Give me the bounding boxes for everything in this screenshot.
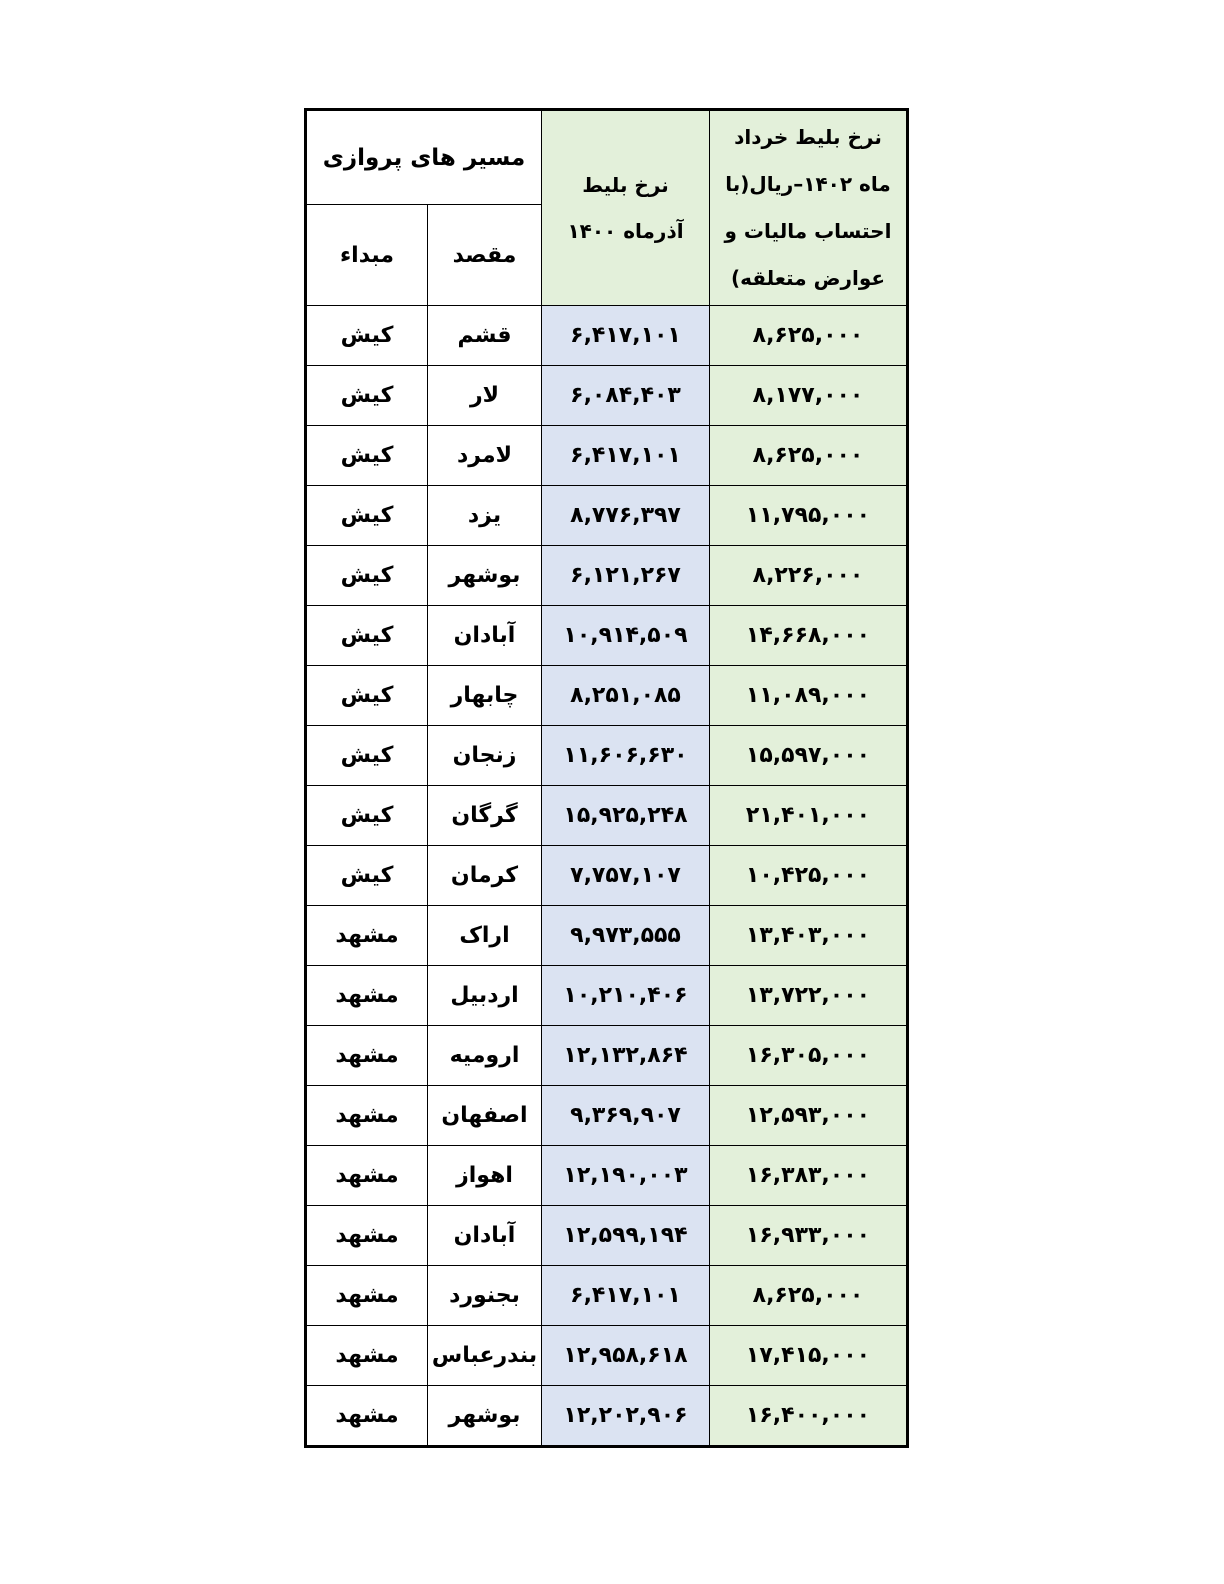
table-row <box>306 666 908 726</box>
new-price-cell: ۸,۲۲۶,۰۰۰ <box>710 546 908 606</box>
destination-cell: یزد <box>428 486 542 546</box>
table-row <box>306 966 908 1026</box>
table-row <box>306 1146 908 1206</box>
old-price-cell: ۹,۳۶۹,۹۰۷ <box>542 1086 710 1146</box>
old-price-cell: ۶,۴۱۷,۱۰۱ <box>542 306 710 366</box>
origin-cell: کیش <box>306 366 428 426</box>
header-row-top <box>306 110 908 205</box>
table-row <box>306 486 908 546</box>
origin-cell: مشهد <box>306 1326 428 1386</box>
new-price-cell: ۱۶,۳۰۵,۰۰۰ <box>710 1026 908 1086</box>
old-price-cell: ۱۲,۹۵۸,۶۱۸ <box>542 1326 710 1386</box>
flight-fare-table <box>304 108 909 1448</box>
destination-cell: بوشهر <box>428 546 542 606</box>
destination-header: مقصد <box>428 205 542 306</box>
table-row <box>306 546 908 606</box>
old-price-cell: ۱۲,۱۹۰,۰۰۳ <box>542 1146 710 1206</box>
destination-cell: لار <box>428 366 542 426</box>
table-row <box>306 366 908 426</box>
old-price-cell: ۱۲,۲۰۲,۹۰۶ <box>542 1386 710 1447</box>
table-row <box>306 606 908 666</box>
destination-cell: قشم <box>428 306 542 366</box>
origin-header: مبداء <box>306 205 428 306</box>
new-price-cell: ۱۶,۹۳۳,۰۰۰ <box>710 1206 908 1266</box>
old-price-cell: ۷,۷۵۷,۱۰۷ <box>542 846 710 906</box>
origin-cell: مشهد <box>306 1386 428 1447</box>
table-row <box>306 1086 908 1146</box>
table-row <box>306 426 908 486</box>
origin-cell: کیش <box>306 726 428 786</box>
table-row <box>306 1386 908 1447</box>
origin-cell: مشهد <box>306 1206 428 1266</box>
destination-cell: بندرعباس <box>428 1326 542 1386</box>
table-row <box>306 1026 908 1086</box>
old-price-cell: ۹,۹۷۳,۵۵۵ <box>542 906 710 966</box>
new-price-cell: ۸,۶۲۵,۰۰۰ <box>710 1266 908 1326</box>
table-row <box>306 1266 908 1326</box>
origin-cell: کیش <box>306 846 428 906</box>
destination-cell: زنجان <box>428 726 542 786</box>
destination-cell: ارومیه <box>428 1026 542 1086</box>
table-row <box>306 906 908 966</box>
old-price-cell: ۱۰,۲۱۰,۴۰۶ <box>542 966 710 1026</box>
new-price-cell: ۱۴,۶۶۸,۰۰۰ <box>710 606 908 666</box>
origin-cell: کیش <box>306 606 428 666</box>
origin-cell: مشهد <box>306 1086 428 1146</box>
new-price-header: نرخ بلیط خرداد ماه ۱۴۰۲–ریال(با احتساب مالیات و عوارض متعلقه) <box>710 110 908 306</box>
old-price-cell: ۸,۲۵۱,۰۸۵ <box>542 666 710 726</box>
old-price-cell: ۸,۷۷۶,۳۹۷ <box>542 486 710 546</box>
destination-cell: چابهار <box>428 666 542 726</box>
origin-cell: مشهد <box>306 1146 428 1206</box>
origin-cell: مشهد <box>306 906 428 966</box>
old-price-cell: ۶,۴۱۷,۱۰۱ <box>542 426 710 486</box>
destination-cell: گرگان <box>428 786 542 846</box>
new-price-cell: ۱۱,۷۹۵,۰۰۰ <box>710 486 908 546</box>
destination-cell: بجنورد <box>428 1266 542 1326</box>
destination-cell: لامرد <box>428 426 542 486</box>
old-price-cell: ۶,۱۲۱,۲۶۷ <box>542 546 710 606</box>
origin-cell: کیش <box>306 666 428 726</box>
origin-cell: کیش <box>306 486 428 546</box>
old-price-cell: ۱۵,۹۲۵,۲۴۸ <box>542 786 710 846</box>
destination-cell: اهواز <box>428 1146 542 1206</box>
new-price-cell: ۱۷,۴۱۵,۰۰۰ <box>710 1326 908 1386</box>
destination-cell: بوشهر <box>428 1386 542 1447</box>
destination-cell: اصفهان <box>428 1086 542 1146</box>
old-price-cell: ۶,۴۱۷,۱۰۱ <box>542 1266 710 1326</box>
origin-cell: کیش <box>306 546 428 606</box>
new-price-cell: ۱۳,۴۰۳,۰۰۰ <box>710 906 908 966</box>
old-price-cell: ۱۰,۹۱۴,۵۰۹ <box>542 606 710 666</box>
new-price-cell: ۲۱,۴۰۱,۰۰۰ <box>710 786 908 846</box>
table-row <box>306 1326 908 1386</box>
table-row <box>306 306 908 366</box>
origin-cell: مشهد <box>306 1266 428 1326</box>
new-price-cell: ۱۶,۴۰۰,۰۰۰ <box>710 1386 908 1447</box>
origin-cell: مشهد <box>306 966 428 1026</box>
routes-header: مسیر های پروازی <box>306 110 542 205</box>
table-row <box>306 726 908 786</box>
origin-cell: کیش <box>306 306 428 366</box>
new-price-cell: ۸,۶۲۵,۰۰۰ <box>710 426 908 486</box>
new-price-cell: ۱۵,۵۹۷,۰۰۰ <box>710 726 908 786</box>
destination-cell: اراک <box>428 906 542 966</box>
origin-cell: مشهد <box>306 1026 428 1086</box>
origin-cell: کیش <box>306 426 428 486</box>
old-price-cell: ۱۱,۶۰۶,۶۳۰ <box>542 726 710 786</box>
destination-cell: آبادان <box>428 1206 542 1266</box>
new-price-cell: ۱۳,۷۲۲,۰۰۰ <box>710 966 908 1026</box>
origin-cell: کیش <box>306 786 428 846</box>
table-row <box>306 786 908 846</box>
old-price-header: نرخ بلیط آذرماه ۱۴۰۰ <box>542 110 710 306</box>
old-price-cell: ۱۲,۱۳۲,۸۶۴ <box>542 1026 710 1086</box>
destination-cell: اردبیل <box>428 966 542 1026</box>
old-price-cell: ۱۲,۵۹۹,۱۹۴ <box>542 1206 710 1266</box>
old-price-cell: ۶,۰۸۴,۴۰۳ <box>542 366 710 426</box>
table-row <box>306 846 908 906</box>
new-price-cell: ۸,۶۲۵,۰۰۰ <box>710 306 908 366</box>
destination-cell: کرمان <box>428 846 542 906</box>
new-price-cell: ۱۱,۰۸۹,۰۰۰ <box>710 666 908 726</box>
table-row <box>306 1206 908 1266</box>
new-price-cell: ۱۲,۵۹۳,۰۰۰ <box>710 1086 908 1146</box>
new-price-cell: ۱۰,۴۲۵,۰۰۰ <box>710 846 908 906</box>
new-price-cell: ۱۶,۳۸۳,۰۰۰ <box>710 1146 908 1206</box>
destination-cell: آبادان <box>428 606 542 666</box>
new-price-cell: ۸,۱۷۷,۰۰۰ <box>710 366 908 426</box>
